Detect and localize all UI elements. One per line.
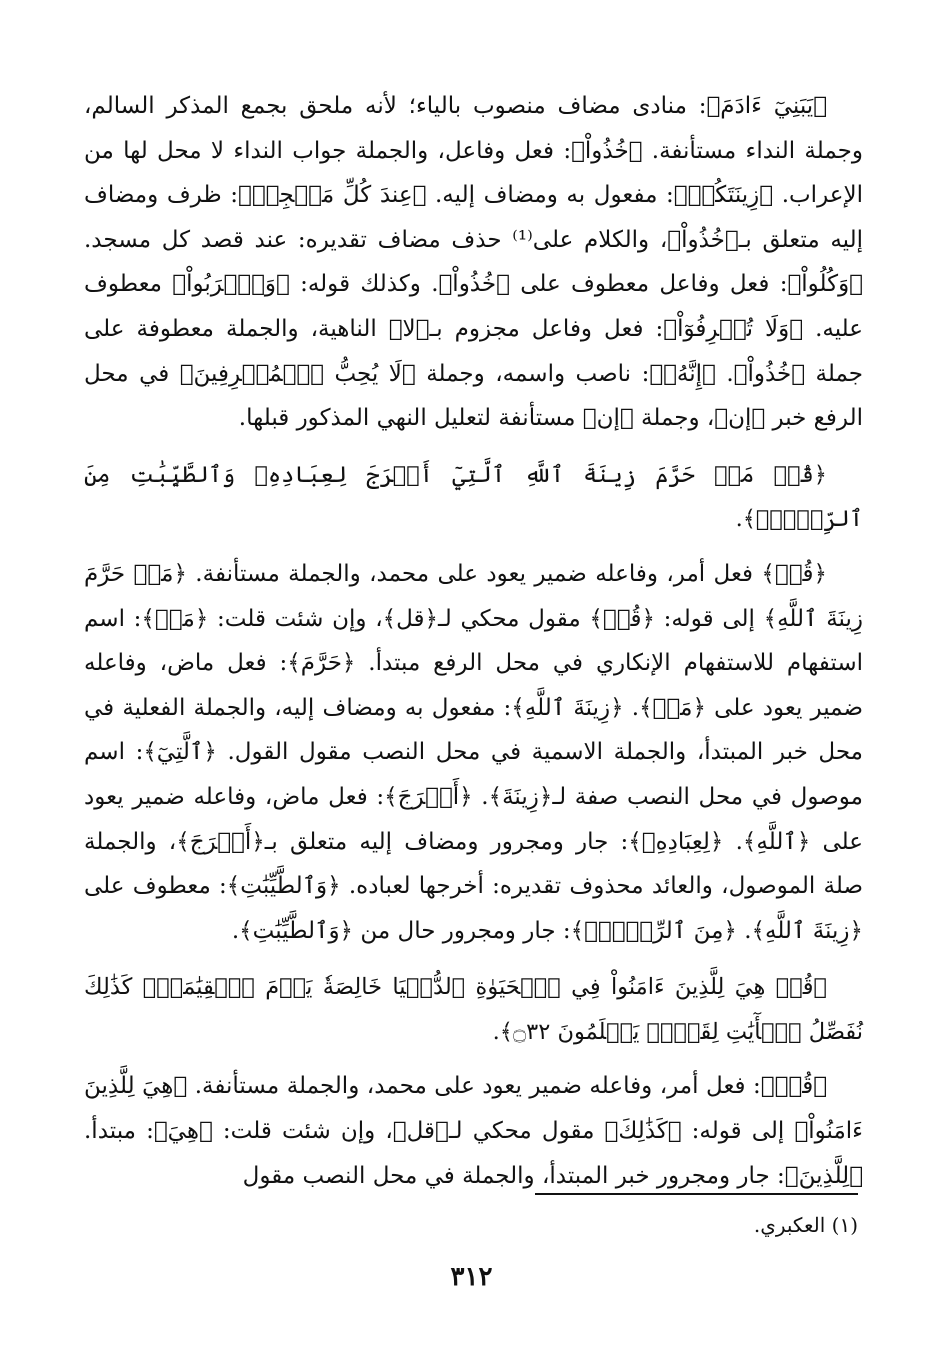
quran-verse-1: ﴿قُلۡ مَنۡ حَرَّمَ زِينَةَ ٱللَّهِ ٱلَّتِيٓ أَخۡرَجَ لِعِبَادِهِۦ وَٱلطَّيِّبَٰتِ مِنَ ٱلرِّزۡقِۚ﴾. xyxy=(84,461,863,533)
paragraph-3: ﴿قُلۡ﴾: فعل أمر، وفاعله ضمير يعود على محمد، والجملة مستأنفة. ﴿هِيَ لِلَّذِينَ ءَامَنُواْ﴾ إلى قوله: ﴿كَذَٰلِكَ﴾ مقول محكي لـ﴿قل﴾، وإن شئت قلت: ﴿هِيَ﴾: مبتدأ. ﴿لِلَّذِينَ﴾: جار ومجرور خبر المبتدأ، والجملة في محل النصب مقول xyxy=(84,1073,863,1189)
paragraph-2: ﴿قُلۡ﴾ فعل أمر، وفاعله ضمير يعود على محمد، والجملة مستأنفة. ﴿مَنۡ حَرَّمَ زِينَةَ ٱللَّهِ﴾ إلى قوله: ﴿قُلۡ﴾ مقول محكي لـ﴿قل﴾، وإن شئت قلت: ﴿مَنۡ﴾: اسم استفهام للاستفهام الإنكاري في محل الرفع مبتدأ. ﴿حَرَّمَ﴾: فعل ماض، وفاعله ضمير يعود على ﴿مَنۡ﴾. ﴿زِينَةَ ٱللَّهِ﴾: مفعول به ومضاف إليه، والجملة الفعلية في محل خبر المبتدأ، والجملة الاسمية في محل النصب مقول القول. ﴿ٱلَّتِيٓ﴾: اسم موصول في محل النصب صفة لـ﴿زِينَةَ﴾. ﴿أَخۡرَجَ﴾: فعل ماض، وفاعله ضمير يعود على ﴿ٱللَّهِ﴾. ﴿لِعِبَادِهِۦ﴾: جار ومجرور ومضاف إليه متعلق بـ﴿أَخۡرَجَ﴾، والجملة صلة الموصول، والعائد محذوف تقديره: أخرجها لعباده. ﴿وَٱلطَّيِّبَٰتِ﴾: معطوف على ﴿زِينَةَ ٱللَّهِ﴾. ﴿مِنَ ٱلرِّزۡقِۚ﴾: جار ومجرور حال من ﴿وَٱلطَّيِّبَٰتِ﴾. xyxy=(84,560,863,944)
footnote-divider xyxy=(535,1193,858,1195)
footnote: (١) العكبري. xyxy=(753,1213,858,1237)
main-text xyxy=(84,84,863,1198)
paragraph-1: ﴿يَبَنِيٓ ءَادَمَ﴾: منادى مضاف منصوب بالياء؛ لأنه ملحق بجمع المذكر السالم، وجملة النداء مستأنفة. ﴿خُذُواْ﴾: فعل وفاعل، والجملة جواب النداء لا محل لها من الإعراب. ﴿زِينَتَكُمۡ﴾: مفعول به ومضاف إليه. ﴿عِندَ كُلِّ مَسۡجِدٖ﴾: ظرف ومضاف إليه متعلق بـ﴿خُذُواْ﴾، والكلام على⁽¹⁾ حذف مضاف تقديره: عند قصد كل مسجد. ﴿وَكُلُواْ﴾: فعل وفاعل معطوف على ﴿خُذُواْ﴾. وكذلك قوله: ﴿وَٱشۡرَبُواْ﴾ معطوف عليه. ﴿وَلَا تُسۡرِفُوٓاْ﴾: فعل وفاعل مجزوم بـ﴿لا﴾ الناهية، والجملة معطوفة على جملة ﴿خُذُواْ﴾. ﴿إِنَّهُۥ﴾: ناصب واسمه، وجملة ﴿لَا يُحِبُّ ٱلۡمُسۡرِفِينَ﴾ في محل الرفع خبر ﴿إن﴾، وجملة ﴿إن﴾ مستأنفة لتعليل النهي المذكور قبلها. xyxy=(84,93,863,432)
quran-verse-2: ﴿قُلۡ هِيَ لِلَّذِينَ ءَامَنُواْ فِي ٱلۡحَيَوٰةِ ٱلدُّنۡيَا خَالِصَةٗ يَوۡمَ ٱلۡقِيَٰمَةِۗ كَذَٰلِكَ نُفَصِّلُ ٱلۡأٓيَٰتِ لِقَوۡمٖ يَعۡلَمُونَ ۝٣٢﴾. xyxy=(84,974,863,1045)
page-number: ٣١٢ xyxy=(450,1262,493,1292)
